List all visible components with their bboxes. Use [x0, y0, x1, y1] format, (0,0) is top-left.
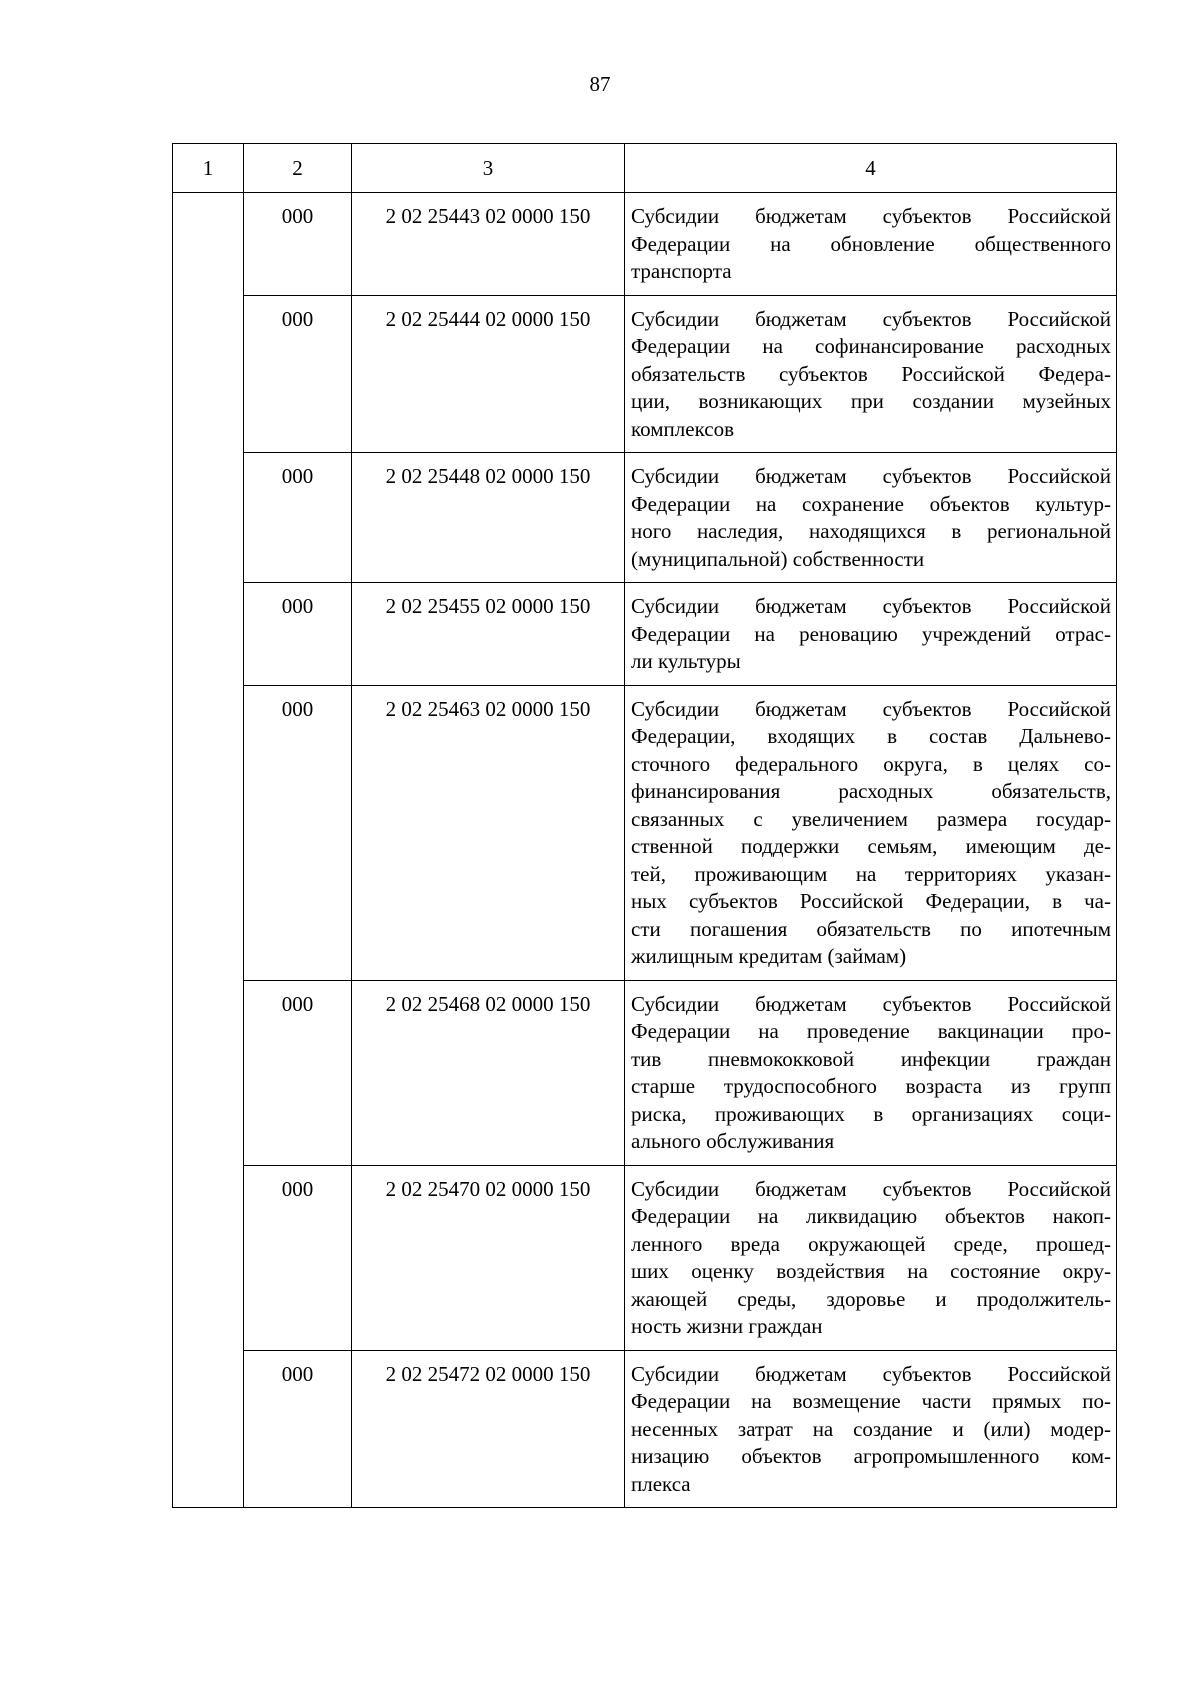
description-line: несенных затрат на создание и (или) модер- — [631, 1416, 1111, 1441]
description-line: низацию объектов агропромышленного ком- — [631, 1444, 1111, 1468]
description-line: связанных с увеличением размера государ- — [631, 806, 1111, 831]
description-line: Субсидии бюджетам субъектов Российской — [631, 306, 1111, 331]
admin-code-cell: 000 — [244, 980, 352, 1165]
description-line: Субсидии бюджетам субъектов Российской — [631, 594, 1111, 618]
description-line: ли культуры — [631, 649, 741, 673]
description-line: Федерации на реновацию учреждений отрас- — [631, 621, 1111, 646]
description-line: ного наследия, находящихся в региональной — [631, 519, 1111, 543]
description-line: Субсидии бюджетам субъектов Российской — [631, 1361, 1111, 1386]
description-line: Федерации, входящих в состав Дальнево- — [631, 724, 1111, 748]
table-row — [173, 980, 1117, 1165]
description-line: Федерации на софинансирование расходных — [631, 334, 1111, 358]
description-line: ального обслуживания — [631, 1129, 835, 1153]
header-col-2: 2 — [244, 144, 352, 193]
description-line: Федерации на ликвидацию объектов накоп- — [631, 1204, 1111, 1228]
description-line: ных субъектов Российской Федерации, в ча- — [631, 889, 1111, 913]
header-col-1: 1 — [173, 144, 244, 193]
admin-code-cell: 000 — [244, 295, 352, 453]
admin-code-cell: 000 — [244, 685, 352, 980]
budget-code-cell: 2 02 25455 02 0000 150 — [352, 583, 625, 686]
table-row — [173, 295, 1117, 453]
description-line: сточного федерального округа, в целях со- — [631, 751, 1111, 776]
header-col-4: 4 — [625, 144, 1117, 193]
description-line: финансирования расходных обязательств, — [631, 779, 1111, 803]
description-line: обязательств субъектов Российской Федера- — [631, 361, 1111, 386]
header-col-3: 3 — [352, 144, 625, 193]
description-line: старше трудоспособного возраста из групп — [631, 1074, 1111, 1098]
description-cell — [625, 295, 1117, 453]
budget-code-cell: 2 02 25448 02 0000 150 — [352, 453, 625, 583]
table-header-row — [173, 144, 1117, 193]
description-line: Федерации на обновление общественного — [631, 231, 1111, 256]
description-line: ственной поддержки семьям, имеющим де- — [631, 834, 1111, 858]
description-line: Федерации на сохранение объектов культур- — [631, 491, 1111, 516]
description-line: Субсидии бюджетам субъектов Российской — [631, 204, 1111, 228]
budget-code-cell: 2 02 25470 02 0000 150 — [352, 1165, 625, 1350]
table-row — [173, 583, 1117, 686]
description-line: Субсидии бюджетам субъектов Российской — [631, 991, 1111, 1016]
description-line: плекса — [631, 1471, 691, 1496]
description-line: Федерации на проведение вакцинации про- — [631, 1019, 1111, 1043]
budget-code-table — [172, 143, 1117, 1508]
description-line: риска, проживающих в организациях соци- — [631, 1101, 1111, 1126]
description-line: ность жизни граждан — [631, 1314, 823, 1338]
table-row — [173, 453, 1117, 583]
description-line: жающей среды, здоровье и продолжитель- — [631, 1286, 1111, 1311]
admin-code-cell: 000 — [244, 453, 352, 583]
page-number: 87 — [589, 72, 611, 96]
description-line: тей, проживающим на территориях указан- — [631, 861, 1111, 886]
budget-code-cell: 2 02 25443 02 0000 150 — [352, 193, 625, 296]
table-row — [173, 1165, 1117, 1350]
admin-code-cell: 000 — [244, 1165, 352, 1350]
description-line: Субсидии бюджетам субъектов Российской — [631, 696, 1111, 721]
budget-code-cell: 2 02 25444 02 0000 150 — [352, 295, 625, 453]
description-line: Субсидии бюджетам субъектов Российской — [631, 464, 1111, 488]
description-line: жилищным кредитам (займам) — [631, 944, 907, 968]
description-cell — [625, 1165, 1117, 1350]
admin-code-cell: 000 — [244, 193, 352, 296]
description-line: ших оценку воздействия на состояние окру- — [631, 1259, 1111, 1283]
description-line: транспорта — [631, 259, 732, 283]
description-cell — [625, 583, 1117, 686]
col-1-merged-cell — [173, 193, 244, 1508]
description-line: комплексов — [631, 416, 734, 441]
description-cell — [625, 193, 1117, 296]
description-line: сти погашения обязательств по ипотечным — [631, 916, 1111, 941]
budget-code-cell: 2 02 25472 02 0000 150 — [352, 1350, 625, 1508]
description-line: (муниципальной) собственности — [631, 546, 925, 571]
table-row — [173, 193, 1117, 296]
description-cell — [625, 1350, 1117, 1508]
table-body — [173, 193, 1117, 1508]
description-line: Субсидии бюджетам субъектов Российской — [631, 1176, 1111, 1201]
table-row — [173, 685, 1117, 980]
description-line: ленного вреда окружающей среде, прошед- — [631, 1231, 1111, 1256]
admin-code-cell: 000 — [244, 583, 352, 686]
description-line: тив пневмококковой инфекции граждан — [631, 1046, 1111, 1071]
description-line: ции, возникающих при создании музейных — [631, 389, 1111, 413]
budget-code-cell: 2 02 25468 02 0000 150 — [352, 980, 625, 1165]
description-line: Федерации на возмещение части прямых по- — [631, 1389, 1111, 1413]
description-cell — [625, 685, 1117, 980]
budget-code-cell: 2 02 25463 02 0000 150 — [352, 685, 625, 980]
admin-code-cell: 000 — [244, 1350, 352, 1508]
description-cell — [625, 453, 1117, 583]
description-cell — [625, 980, 1117, 1165]
table-row — [173, 1350, 1117, 1508]
